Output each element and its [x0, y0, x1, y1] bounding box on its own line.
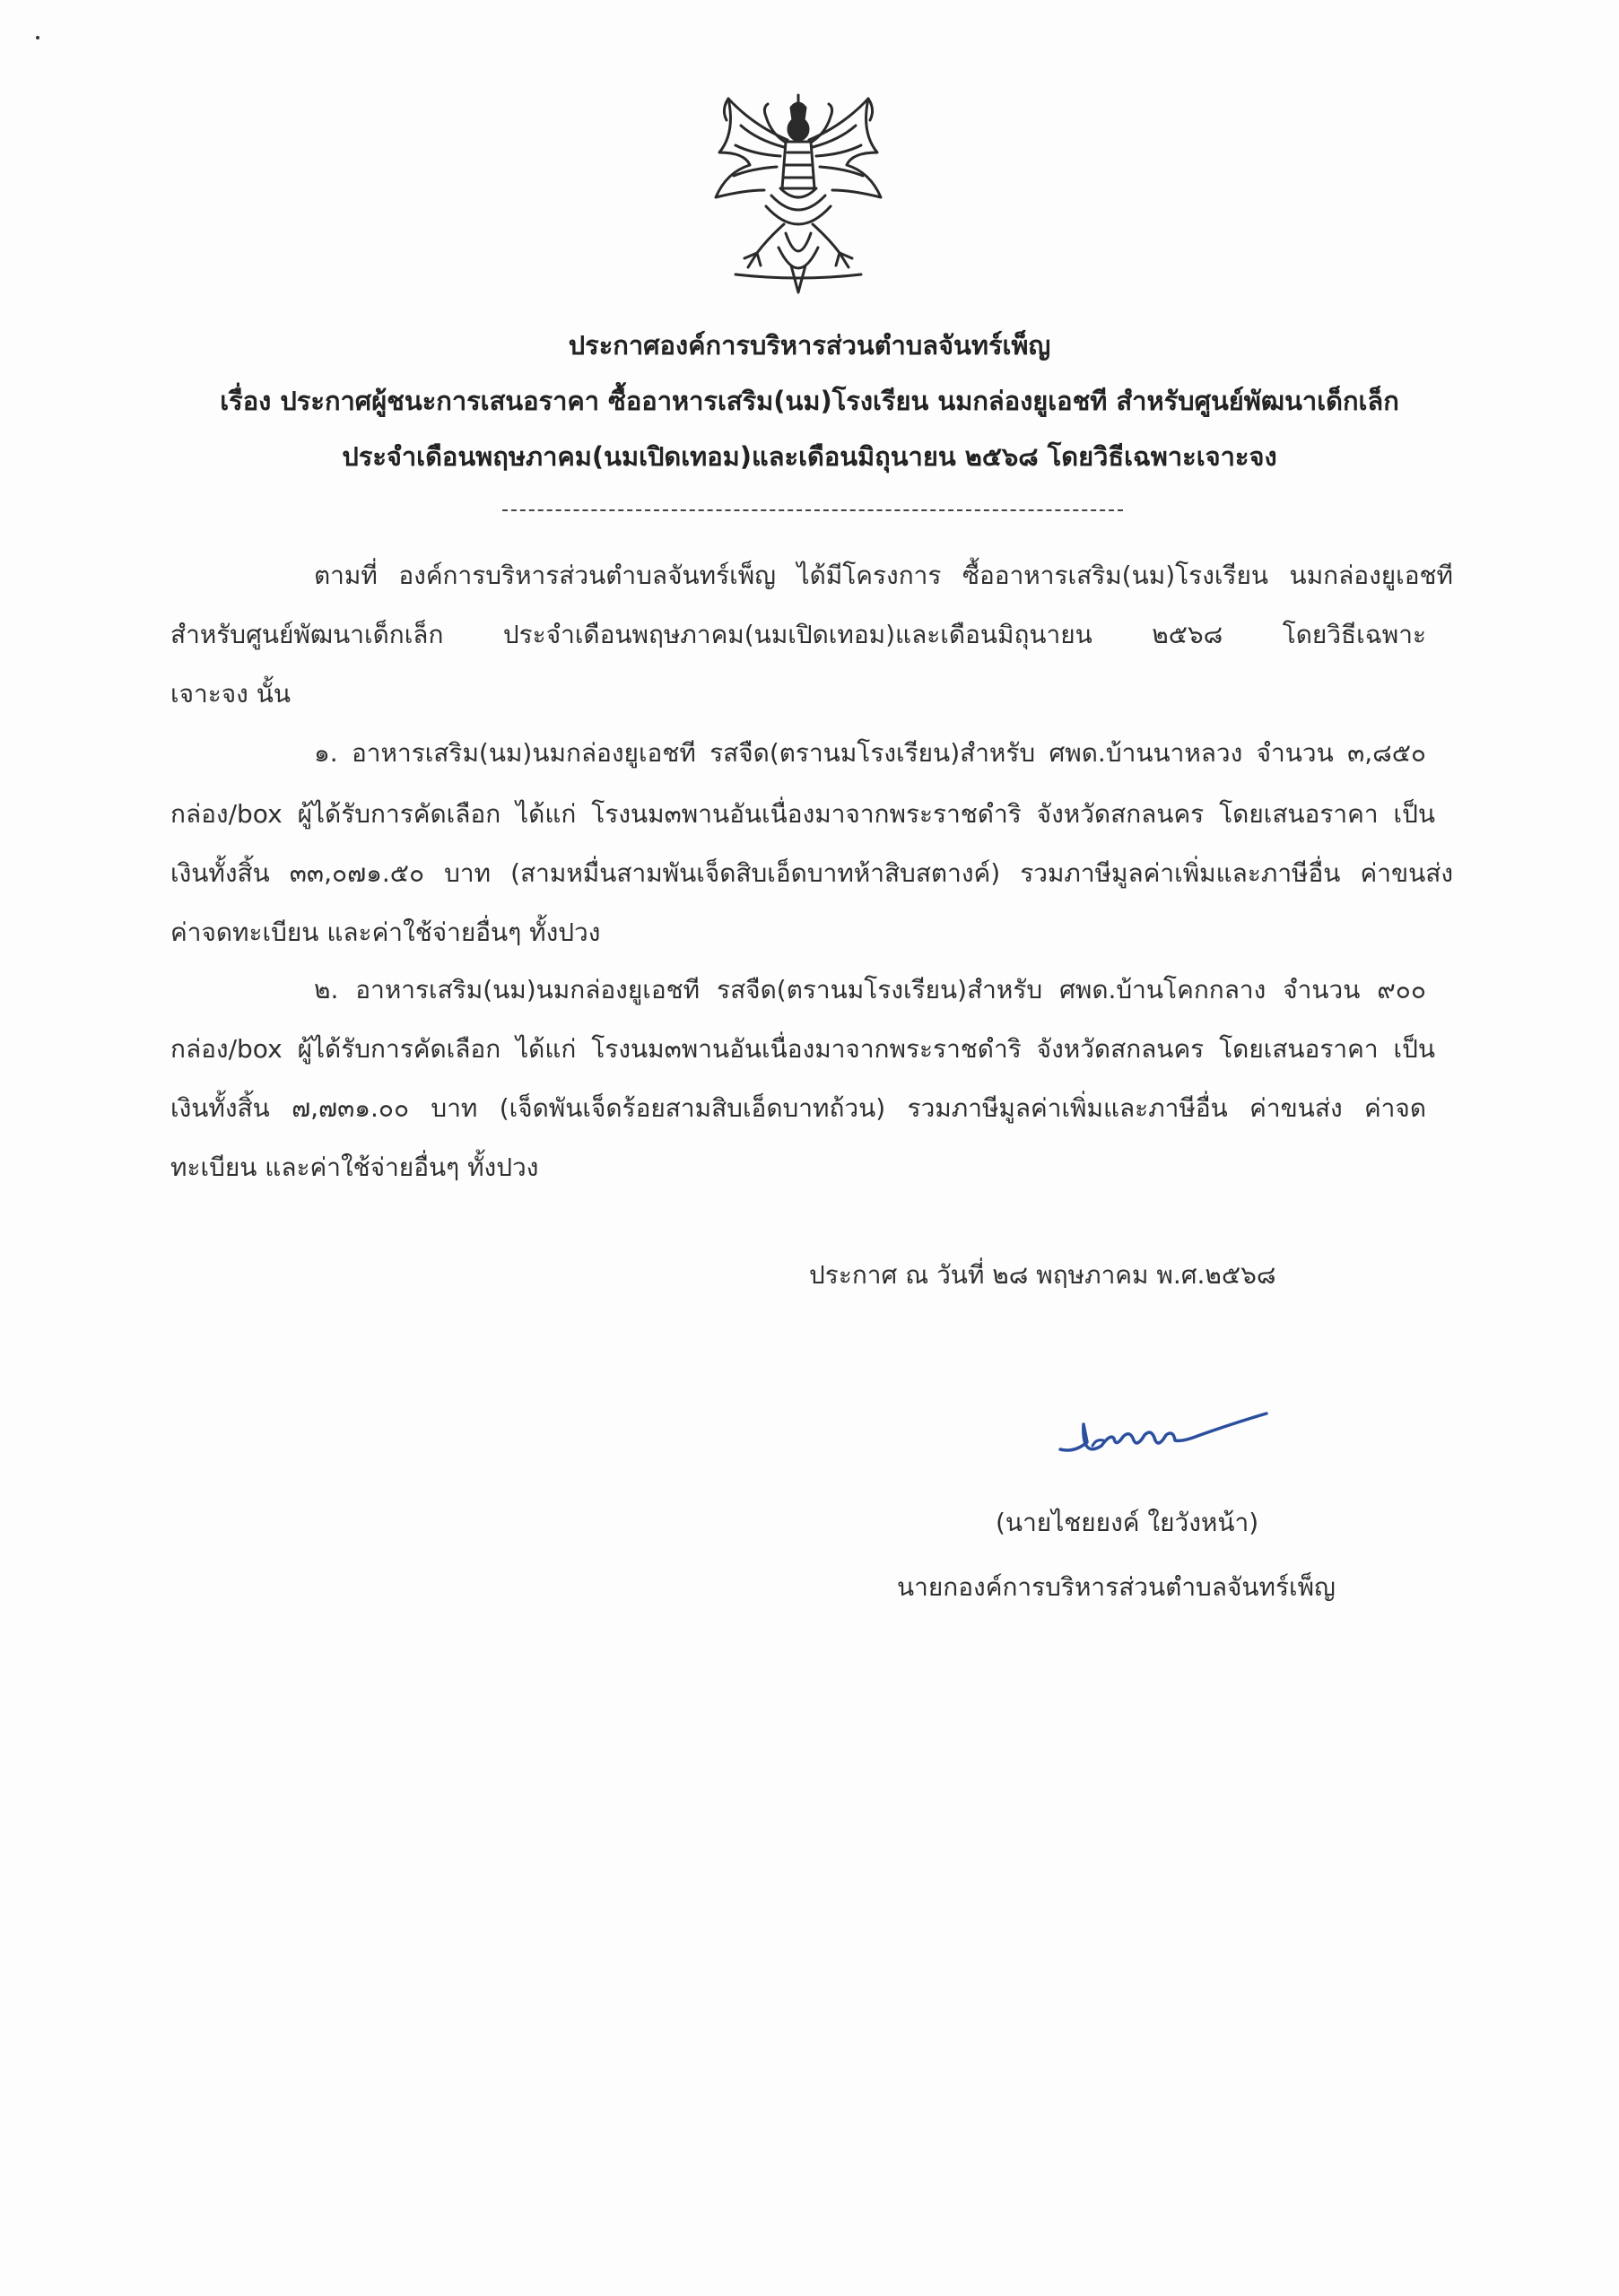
signer-position: นายกองค์การบริหารส่วนตำบลจันทร์เพ็ญ — [897, 1572, 1336, 1602]
header-divider — [502, 509, 1123, 511]
item1-line4: ค่าจดทะเบียน และค่าใช้จ่ายอื่นๆ ทั้งปวง — [170, 918, 601, 947]
announcement-subject-line1: เรื่อง ประกาศผู้ชนะการเสนอราคา ซื้ออาหารเสริม(นม)โรงเรียน นมกล่องยูเอชที สำหรับศูนย์พัฒนาเด็กเล็ก — [220, 386, 1399, 416]
signature-mark — [1048, 1406, 1281, 1469]
item2-line2: กล่อง/box ผู้ได้รับการคัดเลือก ได้แก่ โรงนม๓พานอันเนื่องมาจากพระราชดำริ จังหวัดสกลนคร โดยเสนอราคา เป็น — [170, 1034, 1435, 1064]
intro-line3: เจาะจง นั้น — [170, 679, 291, 709]
intro-line1: ตามที่ องค์การบริหารส่วนตำบลจันทร์เพ็ญ ได้มีโครงการ ซื้ออาหารเสริม(นม)โรงเรียน นมกล่องยูเอชที — [314, 561, 1453, 590]
garuda-emblem-icon — [709, 90, 888, 298]
intro-line2: สำหรับศูนย์พัฒนาเด็กเล็ก ประจำเดือนพฤษภาคม(นมเปิดเทอม)และเดือนมิถุนายน ๒๕๖๘ โดยวิธีเฉพาะ — [170, 620, 1426, 649]
item2-line4: ทะเบียน และค่าใช้จ่ายอื่นๆ ทั้งปวง — [170, 1152, 539, 1182]
announce-date: ประกาศ ณ วันที่ ๒๘ พฤษภาคม พ.ศ.๒๕๖๘ — [809, 1260, 1276, 1290]
scan-speck — [36, 36, 39, 39]
item2-line3: เงินทั้งสิ้น ๗,๗๓๑.๐๐ บาท (เจ็ดพันเจ็ดร้อยสามสิบเอ็ดบาทถ้วน) รวมภาษีมูลค่าเพิ่มและภาษีอื่น ค่าขนส่ง ค่าจด — [170, 1093, 1426, 1123]
signer-name: (นายไชยยงค์ ใยวังหน้า) — [996, 1508, 1259, 1537]
announcement-title: ประกาศองค์การบริหารส่วนตำบลจันทร์เพ็ญ — [568, 330, 1051, 361]
item1-line2: กล่อง/box ผู้ได้รับการคัดเลือก ได้แก่ โรงนม๓พานอันเนื่องมาจากพระราชดำริ จังหวัดสกลนคร โดยเสนอราคา เป็น — [170, 799, 1435, 829]
item1-line1: ๑. อาหารเสริม(นม)นมกล่องยูเอชที รสจืด(ตรานมโรงเรียน)สำหรับ ศพด.บ้านนาหลวง จำนวน ๓,๘๕๐ — [314, 738, 1426, 768]
announcement-subject-line2: ประจำเดือนพฤษภาคม(นมเปิดเทอม)และเดือนมิถุนายน ๒๕๖๘ โดยวิธีเฉพาะเจาะจง — [342, 441, 1277, 472]
item2-line1: ๒. อาหารเสริม(นม)นมกล่องยูเอชที รสจืด(ตรานมโรงเรียน)สำหรับ ศพด.บ้านโคกกลาง จำนวน ๙๐๐ — [314, 975, 1426, 1004]
item1-line3: เงินทั้งสิ้น ๓๓,๐๗๑.๕๐ บาท (สามหมื่นสามพันเจ็ดสิบเอ็ดบาทห้าสิบสตางค์) รวมภาษีมูลค่าเพิ่มและภาษีอื่น ค่าขนส่ง — [170, 858, 1453, 888]
